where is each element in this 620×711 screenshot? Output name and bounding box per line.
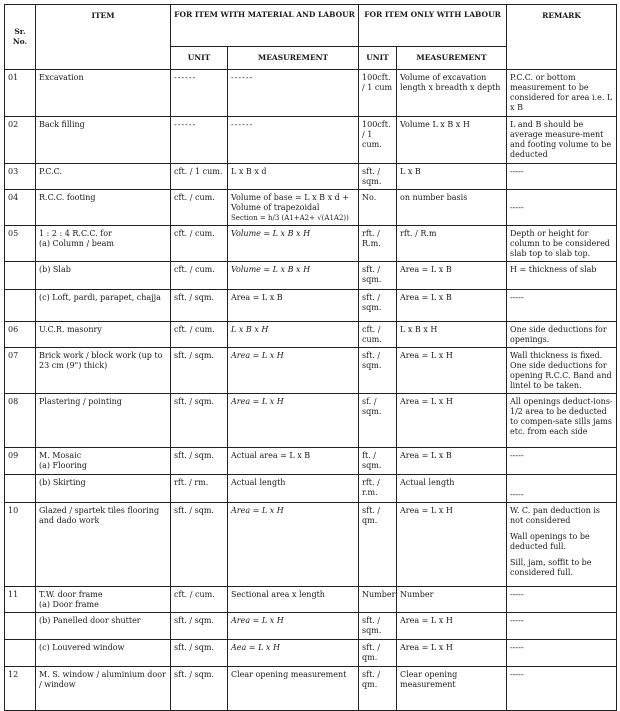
header-item: ITEM (36, 5, 171, 70)
item-name: R.C.C. footing (36, 190, 171, 226)
table-row (5, 394, 617, 448)
header-ml-measurement: MEASUREMENT (228, 47, 359, 70)
lo-measurement: Area = L x B (397, 448, 507, 475)
table-row (5, 348, 617, 394)
remark: One side deductions for openings. (507, 322, 617, 348)
remark: ----- (507, 613, 617, 640)
lo-unit: sft. / qm. (359, 640, 397, 667)
table-row (5, 322, 617, 348)
ml-unit: cft. / 1 cum. (171, 164, 228, 190)
remark: All openings deduct-ions-1/2 area to be deducted to compen-sate sills jams etc. from each side (507, 394, 617, 448)
item-sub-name: (a) Column / beam (39, 239, 114, 248)
sr-no (5, 613, 36, 640)
lo-measurement: on number basis (397, 190, 507, 226)
lo-unit: sft. / sqm. (359, 290, 397, 322)
ml-unit: rft. / rm. (171, 475, 228, 503)
lo-measurement: L x B x H (397, 322, 507, 348)
header-lo-unit: UNIT (359, 47, 397, 70)
ml-measurement: Aea = L x H (228, 640, 359, 667)
lo-measurement: Area = L x B (397, 290, 507, 322)
lo-unit: sft. / sqm. (359, 348, 397, 394)
sr-no: 07 (5, 348, 36, 394)
ml-unit: sft. / sqm. (171, 640, 228, 667)
item-name-line: T.W. door frame (39, 590, 103, 599)
lo-unit: rft. / r.m. (359, 475, 397, 503)
item-name: Brick work / block work (up to 23 cm (9") thick) (36, 348, 171, 394)
ml-measurement: Clear opening measurement (228, 667, 359, 711)
table-row (5, 70, 617, 117)
item-name: (b) Skirting (36, 475, 171, 503)
header-row-main (5, 5, 617, 47)
ml-measurement: ------ (228, 70, 359, 117)
item-name: (c) Loft, pardi, parapet, chajja (36, 290, 171, 322)
header-ml-unit: UNIT (171, 47, 228, 70)
remark: ----- (507, 587, 617, 613)
item-name: (b) Slab (36, 262, 171, 290)
ml-unit: sft. / sqm. (171, 290, 228, 322)
header-material-labour: FOR ITEM WITH MATERIAL AND LABOUR (171, 5, 359, 47)
table-row (5, 226, 617, 262)
remark: Depth or height for column to be considered slab top to slab top. (507, 226, 617, 262)
remark: H = thickness of slab (507, 262, 617, 290)
ml-unit: sft. / sqm. (171, 667, 228, 711)
ml-measurement: Area = L x H (228, 503, 359, 587)
ml-measurement (228, 190, 359, 226)
lo-unit: sft. / sqm. (359, 164, 397, 190)
remark (507, 503, 617, 587)
ml-measurement-line: Volume of base = L x B x d + (231, 193, 350, 202)
ml-unit: ------ (171, 70, 228, 117)
remark-line: W. C. pan deduction is not considered (510, 506, 600, 525)
lo-unit: sf. / sqm. (359, 394, 397, 448)
sr-no: 02 (5, 117, 36, 164)
item-sub-name: (a) Door frame (39, 600, 99, 609)
lo-unit: cft. / cum. (359, 322, 397, 348)
table-row (5, 262, 617, 290)
ml-measurement-line: Volume of trapezoidal (231, 203, 320, 212)
table-row (5, 475, 617, 503)
lo-measurement: Number (397, 587, 507, 613)
ml-measurement: Area = L x H (228, 348, 359, 394)
lo-unit: ft. / sqm. (359, 448, 397, 475)
lo-measurement: rft. / R.m (397, 226, 507, 262)
item-name-line: 1 : 2 : 4 R.C.C. for (39, 229, 112, 238)
lo-measurement: L x B (397, 164, 507, 190)
remark: Wall thickness is fixed. One side deductions for opening R.C.C. Band and lintel to be taken. (507, 348, 617, 394)
ml-unit: sft. / sqm. (171, 503, 228, 587)
table-row (5, 190, 617, 226)
measurement-table-sheet (4, 4, 616, 696)
ml-measurement: Volume = L x B x H (228, 226, 359, 262)
sr-no (5, 475, 36, 503)
table-row (5, 640, 617, 667)
item-name: Back filling (36, 117, 171, 164)
lo-unit: 100cft. / 1 cum (359, 70, 397, 117)
trapezoid-formula: Section = h/3 (A1+A2+ √(A1A2)) (231, 214, 349, 222)
sr-no: 08 (5, 394, 36, 448)
sr-no: 11 (5, 587, 36, 613)
sr-no: 04 (5, 190, 36, 226)
lo-unit: Number (359, 587, 397, 613)
header-sr-no: Sr. No. (5, 5, 36, 70)
remark: ----- (507, 290, 617, 322)
sr-no: 01 (5, 70, 36, 117)
lo-unit: rft. / R.m. (359, 226, 397, 262)
lo-measurement: Area = L x B (397, 262, 507, 290)
remark-line: Wall openings to be deducted full. (510, 532, 590, 551)
sr-no (5, 640, 36, 667)
lo-measurement: Clear opening measurement (397, 667, 507, 711)
remark-line: Sill, jam, soffit to be considered full. (510, 558, 592, 577)
item-name: (c) Louvered window (36, 640, 171, 667)
ml-measurement: ------ (228, 117, 359, 164)
ml-measurement: Area = L x B (228, 290, 359, 322)
ml-unit: sft. / sqm. (171, 394, 228, 448)
remark: P.C.C. or bottom measurement to be considered for area i.e. L x B (507, 70, 617, 117)
lo-measurement: Volume of excavation length x breadth x depth (397, 70, 507, 117)
sr-no (5, 262, 36, 290)
item-name: P.C.C. (36, 164, 171, 190)
ml-unit: sft. / sqm. (171, 448, 228, 475)
item-name (36, 448, 171, 475)
ml-unit: sft. / sqm. (171, 348, 228, 394)
table-row (5, 164, 617, 190)
header-labour-only: FOR ITEM ONLY WITH LABOUR (359, 5, 507, 47)
remark: ----- (507, 164, 617, 190)
item-name: U.C.R. masonry (36, 322, 171, 348)
lo-measurement: Area = L x H (397, 348, 507, 394)
ml-measurement: Volume = L x B x H (228, 262, 359, 290)
ml-unit: cft. / cum. (171, 226, 228, 262)
lo-measurement: Area = L x H (397, 613, 507, 640)
lo-measurement: Area = L x H (397, 503, 507, 587)
lo-unit: 100cft. / 1 cum. (359, 117, 397, 164)
sr-no: 06 (5, 322, 36, 348)
header-lo-measurement: MEASUREMENT (397, 47, 507, 70)
lo-measurement: Volume L x B x H (397, 117, 507, 164)
table-row (5, 290, 617, 322)
item-name: Glazed / spartek tiles flooring and dado work (36, 503, 171, 587)
sr-no: 05 (5, 226, 36, 262)
table-row (5, 503, 617, 587)
ml-unit: cft. / cum. (171, 322, 228, 348)
item-name (36, 226, 171, 262)
ml-unit: cft. / cum. (171, 190, 228, 226)
table-row (5, 613, 617, 640)
table-row (5, 448, 617, 475)
lo-unit: sft. / sqm. (359, 613, 397, 640)
lo-measurement: Actual length (397, 475, 507, 503)
ml-measurement: Sectional area x length (228, 587, 359, 613)
remark: ----- (507, 475, 617, 503)
ml-measurement: Actual length (228, 475, 359, 503)
ml-unit: cft. / cum. (171, 262, 228, 290)
sr-no: 10 (5, 503, 36, 587)
item-name: M. S. window / aluminium door / window (36, 667, 171, 711)
table-row (5, 587, 617, 613)
sr-no: 09 (5, 448, 36, 475)
remark: L and B should be average measure-ment and footing volume to be deducted (507, 117, 617, 164)
item-name: Plastering / pointing (36, 394, 171, 448)
ml-measurement: Area = L x H (228, 613, 359, 640)
item-name-line: M. Mosaic (39, 451, 82, 460)
sr-no (5, 290, 36, 322)
ml-measurement: Actual area = L x B (228, 448, 359, 475)
table-row (5, 667, 617, 711)
ml-unit: cft. / cum. (171, 587, 228, 613)
sr-no: 03 (5, 164, 36, 190)
item-name (36, 587, 171, 613)
remark: ----- (507, 190, 617, 226)
header-remark: REMARK (507, 5, 617, 70)
sr-no: 12 (5, 667, 36, 711)
remark: ----- (507, 667, 617, 711)
item-name: (b) Panelled door shutter (36, 613, 171, 640)
ml-unit: ------ (171, 117, 228, 164)
ml-measurement: L x B x d (228, 164, 359, 190)
table-row (5, 117, 617, 164)
remark: ----- (507, 640, 617, 667)
lo-measurement: Area = L x H (397, 394, 507, 448)
remark: ----- (507, 448, 617, 475)
lo-unit: sft. / qm. (359, 667, 397, 711)
item-sub-name: (a) Flooring (39, 461, 87, 470)
lo-unit: No. (359, 190, 397, 226)
lo-unit: sft. / sqm. (359, 262, 397, 290)
lo-measurement: Area = L x H (397, 640, 507, 667)
measurement-table (4, 4, 617, 711)
item-name: Excavation (36, 70, 171, 117)
lo-unit: sft. / qm. (359, 503, 397, 587)
ml-measurement: L x B x H (228, 322, 359, 348)
ml-unit: sft. / sqm. (171, 613, 228, 640)
ml-measurement: Area = L x H (228, 394, 359, 448)
